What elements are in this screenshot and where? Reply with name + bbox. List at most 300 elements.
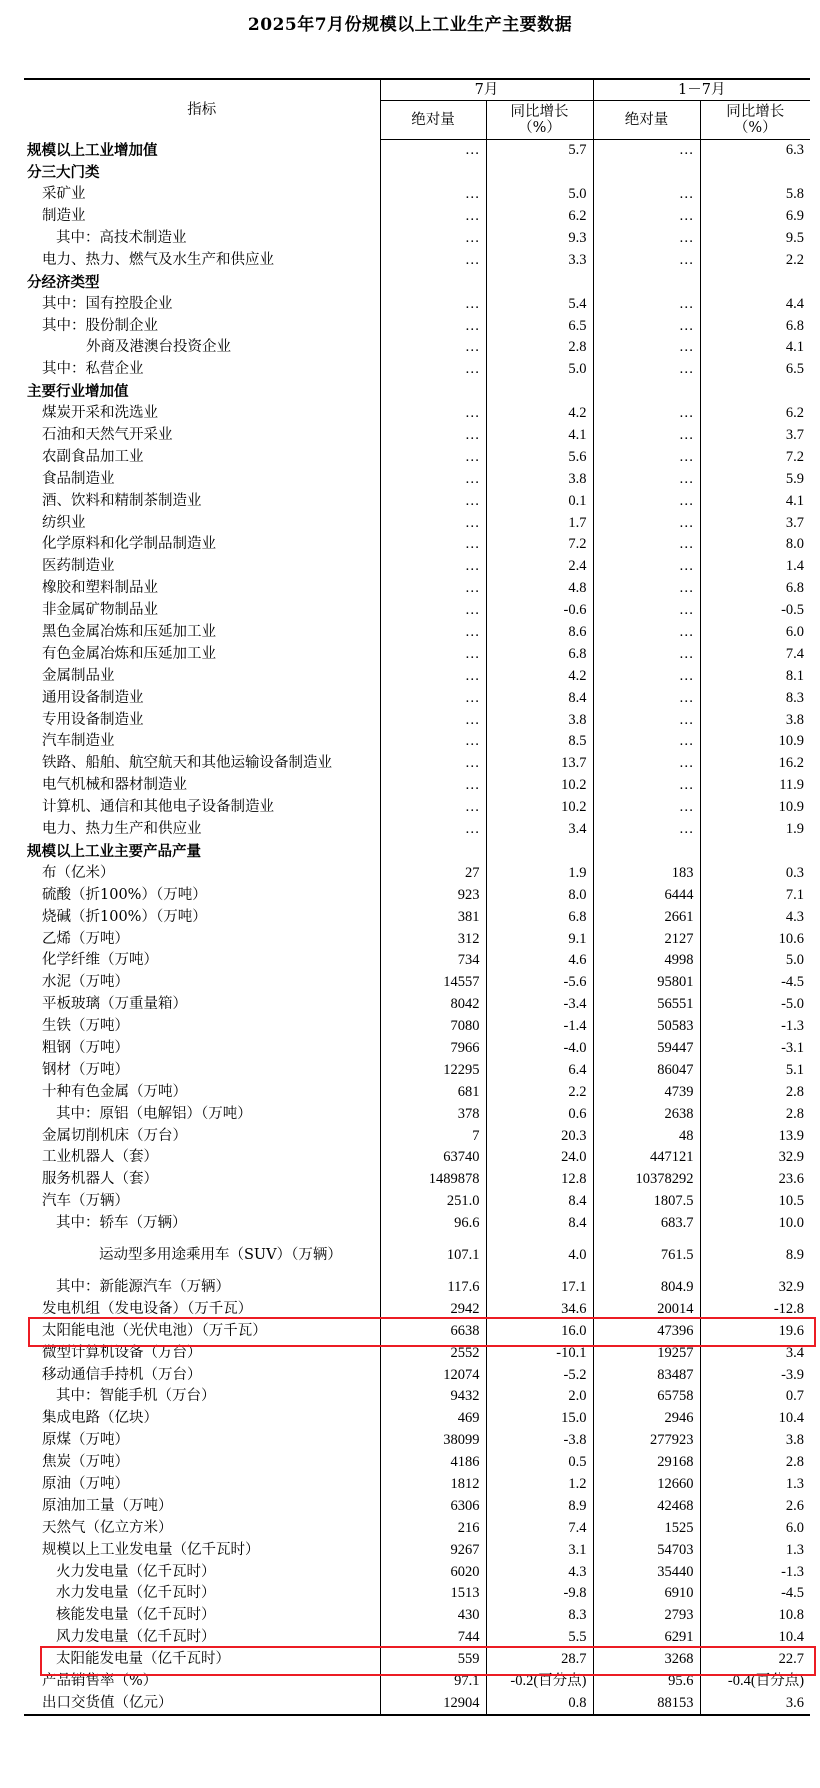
value-month-yoy: -0.6 bbox=[486, 600, 593, 622]
value-cumulative-yoy bbox=[700, 381, 810, 403]
value-month-yoy: 6.8 bbox=[486, 643, 593, 665]
value-month-yoy: 8.4 bbox=[486, 687, 593, 709]
value-month-yoy: 8.5 bbox=[486, 731, 593, 753]
value-cumulative-absolute: 3268 bbox=[593, 1649, 700, 1671]
value-cumulative-absolute: 47396 bbox=[593, 1320, 700, 1342]
value-month-absolute: 734 bbox=[380, 950, 486, 972]
table-row bbox=[24, 578, 810, 600]
value-month-absolute: 923 bbox=[380, 884, 486, 906]
row-label: 铁路、船舶、航空航天和其他运输设备制造业 bbox=[42, 755, 332, 772]
value-month-yoy: 4.6 bbox=[486, 950, 593, 972]
row-label: 有色金属冶炼和压延加工业 bbox=[42, 645, 216, 662]
table-row bbox=[24, 1627, 810, 1649]
value-month-yoy bbox=[486, 162, 593, 184]
table-row bbox=[24, 1495, 810, 1517]
value-cumulative-absolute: … bbox=[593, 600, 700, 622]
value-month-absolute: … bbox=[380, 337, 486, 359]
value-cumulative-yoy: 6.8 bbox=[700, 578, 810, 600]
table-row bbox=[24, 1605, 810, 1627]
table-row bbox=[24, 1320, 810, 1342]
value-cumulative-absolute: … bbox=[593, 643, 700, 665]
table-row bbox=[24, 841, 810, 863]
value-month-absolute: … bbox=[380, 184, 486, 206]
value-month-yoy: 1.2 bbox=[486, 1474, 593, 1496]
table-row bbox=[24, 293, 810, 315]
value-month-absolute: 14557 bbox=[380, 972, 486, 994]
value-cumulative-absolute: … bbox=[593, 490, 700, 512]
value-month-absolute: 6020 bbox=[380, 1561, 486, 1583]
table-row bbox=[24, 1191, 810, 1213]
value-month-absolute: … bbox=[380, 731, 486, 753]
row-label: 采矿业 bbox=[42, 186, 86, 203]
value-month-absolute: 1489878 bbox=[380, 1169, 486, 1191]
row-label: 规模以上工业发电量（亿千瓦时） bbox=[42, 1541, 260, 1558]
value-month-yoy bbox=[486, 381, 593, 403]
table-row bbox=[24, 994, 810, 1016]
value-cumulative-yoy bbox=[700, 271, 810, 293]
value-month-absolute: 12904 bbox=[380, 1692, 486, 1715]
table-row bbox=[24, 228, 810, 250]
row-label: 汽车制造业 bbox=[42, 733, 115, 750]
value-month-absolute: … bbox=[380, 425, 486, 447]
row-label: 橡胶和塑料制品业 bbox=[42, 580, 158, 597]
value-cumulative-absolute: 29168 bbox=[593, 1452, 700, 1474]
value-cumulative-yoy: 6.9 bbox=[700, 206, 810, 228]
value-cumulative-absolute bbox=[593, 381, 700, 403]
value-month-yoy: 2.8 bbox=[486, 337, 593, 359]
value-cumulative-absolute: 20014 bbox=[593, 1298, 700, 1320]
row-label: 布（亿米） bbox=[42, 864, 115, 881]
value-cumulative-yoy: 10.0 bbox=[700, 1213, 810, 1235]
value-month-absolute: … bbox=[380, 446, 486, 468]
value-month-yoy: 5.4 bbox=[486, 293, 593, 315]
value-month-yoy: 3.1 bbox=[486, 1539, 593, 1561]
row-label: 发电机组（发电设备）（万千瓦） bbox=[42, 1300, 253, 1317]
value-cumulative-yoy: 6.0 bbox=[700, 622, 810, 644]
header-group-cumulative: 1－7月 bbox=[593, 79, 810, 101]
value-month-absolute: 7966 bbox=[380, 1038, 486, 1060]
value-month-absolute: 63740 bbox=[380, 1147, 486, 1169]
value-month-absolute: … bbox=[380, 709, 486, 731]
value-month-yoy: 5.0 bbox=[486, 184, 593, 206]
table-row bbox=[24, 1169, 810, 1191]
value-cumulative-yoy: 10.9 bbox=[700, 731, 810, 753]
value-cumulative-yoy: 3.7 bbox=[700, 425, 810, 447]
value-cumulative-yoy: 0.7 bbox=[700, 1386, 810, 1408]
table-row bbox=[24, 446, 810, 468]
value-cumulative-yoy: 7.4 bbox=[700, 643, 810, 665]
row-label: 金属切削机床（万台） bbox=[42, 1127, 187, 1144]
value-cumulative-yoy: 5.8 bbox=[700, 184, 810, 206]
value-month-absolute: 7080 bbox=[380, 1016, 486, 1038]
value-month-absolute bbox=[380, 162, 486, 184]
value-cumulative-yoy: 2.8 bbox=[700, 1452, 810, 1474]
value-cumulative-yoy: 10.4 bbox=[700, 1627, 810, 1649]
value-cumulative-yoy: -4.5 bbox=[700, 1583, 810, 1605]
value-cumulative-absolute: 1807.5 bbox=[593, 1191, 700, 1213]
value-cumulative-absolute: … bbox=[593, 425, 700, 447]
value-month-absolute: 107.1 bbox=[380, 1235, 486, 1277]
row-label: 分三大门类 bbox=[27, 164, 100, 182]
row-label: 其中：国有控股企业 bbox=[42, 295, 173, 312]
table-row bbox=[24, 643, 810, 665]
value-cumulative-yoy: -3.9 bbox=[700, 1364, 810, 1386]
value-month-yoy: 15.0 bbox=[486, 1408, 593, 1430]
value-month-yoy: 0.5 bbox=[486, 1452, 593, 1474]
table-row bbox=[24, 1038, 810, 1060]
value-cumulative-yoy bbox=[700, 841, 810, 863]
value-month-absolute: 378 bbox=[380, 1103, 486, 1125]
table-row bbox=[24, 337, 810, 359]
value-month-yoy: 8.3 bbox=[486, 1605, 593, 1627]
value-cumulative-absolute: … bbox=[593, 359, 700, 381]
table-row bbox=[24, 950, 810, 972]
value-month-absolute: … bbox=[380, 249, 486, 271]
row-label: 其中：私营企业 bbox=[42, 361, 144, 378]
row-label: 焦炭（万吨） bbox=[42, 1454, 129, 1471]
value-cumulative-absolute: 761.5 bbox=[593, 1235, 700, 1277]
value-month-yoy: 4.8 bbox=[486, 578, 593, 600]
table-row bbox=[24, 1125, 810, 1147]
value-month-absolute: 2552 bbox=[380, 1342, 486, 1364]
row-label: 分经济类型 bbox=[27, 273, 100, 291]
value-month-yoy: 0.1 bbox=[486, 490, 593, 512]
value-month-absolute: 744 bbox=[380, 1627, 486, 1649]
table-row bbox=[24, 381, 810, 403]
value-month-yoy: 7.4 bbox=[486, 1517, 593, 1539]
row-label: 粗钢（万吨） bbox=[42, 1039, 129, 1056]
row-label: 工业机器人（套） bbox=[42, 1149, 158, 1166]
row-label: 煤炭开采和洗选业 bbox=[42, 405, 158, 422]
table-row bbox=[24, 1235, 810, 1277]
value-cumulative-absolute: 48 bbox=[593, 1125, 700, 1147]
table-row bbox=[24, 600, 810, 622]
value-month-absolute: … bbox=[380, 315, 486, 337]
value-cumulative-absolute: … bbox=[593, 687, 700, 709]
value-month-yoy bbox=[486, 841, 593, 863]
value-cumulative-absolute: 95801 bbox=[593, 972, 700, 994]
value-month-yoy: 6.2 bbox=[486, 206, 593, 228]
value-month-absolute: 216 bbox=[380, 1517, 486, 1539]
value-cumulative-yoy: -12.8 bbox=[700, 1298, 810, 1320]
table-row bbox=[24, 249, 810, 271]
row-label: 规模以上工业主要产品产量 bbox=[27, 842, 201, 860]
table-row bbox=[24, 162, 810, 184]
table-row bbox=[24, 753, 810, 775]
row-label: 非金属矿物制品业 bbox=[42, 602, 158, 619]
value-month-absolute: 9432 bbox=[380, 1386, 486, 1408]
value-month-absolute: 6306 bbox=[380, 1495, 486, 1517]
value-month-yoy: 8.9 bbox=[486, 1495, 593, 1517]
row-label: 原煤（万吨） bbox=[42, 1432, 129, 1449]
row-label: 原油加工量（万吨） bbox=[42, 1497, 173, 1514]
table-row bbox=[24, 709, 810, 731]
value-month-absolute: 1812 bbox=[380, 1474, 486, 1496]
table-row bbox=[24, 403, 810, 425]
value-month-yoy: 8.4 bbox=[486, 1191, 593, 1213]
row-label: 核能发电量（亿千瓦时） bbox=[56, 1607, 216, 1624]
value-cumulative-absolute bbox=[593, 162, 700, 184]
table-row bbox=[24, 271, 810, 293]
value-month-yoy: 16.0 bbox=[486, 1320, 593, 1342]
value-cumulative-absolute: … bbox=[593, 446, 700, 468]
value-cumulative-absolute: … bbox=[593, 753, 700, 775]
value-cumulative-yoy: 10.6 bbox=[700, 928, 810, 950]
value-month-yoy: 1.9 bbox=[486, 862, 593, 884]
value-month-yoy: 4.2 bbox=[486, 403, 593, 425]
value-month-absolute: … bbox=[380, 512, 486, 534]
value-cumulative-yoy: 4.1 bbox=[700, 490, 810, 512]
row-label: 电力、热力生产和供应业 bbox=[42, 821, 202, 838]
table-row bbox=[24, 1213, 810, 1235]
row-label: 水泥（万吨） bbox=[42, 974, 129, 991]
value-month-absolute: … bbox=[380, 490, 486, 512]
value-month-yoy: 4.3 bbox=[486, 1561, 593, 1583]
row-label: 集成电路（亿块） bbox=[42, 1410, 158, 1427]
value-month-yoy: 0.6 bbox=[486, 1103, 593, 1125]
row-label: 水力发电量（亿千瓦时） bbox=[56, 1585, 216, 1602]
value-cumulative-absolute: 447121 bbox=[593, 1147, 700, 1169]
table-row bbox=[24, 1452, 810, 1474]
header-yoy-line1: 同比增长 bbox=[726, 104, 785, 120]
value-month-yoy: 7.2 bbox=[486, 534, 593, 556]
value-month-yoy: -4.0 bbox=[486, 1038, 593, 1060]
value-month-yoy: 3.8 bbox=[486, 468, 593, 490]
table-row bbox=[24, 1539, 810, 1561]
value-month-yoy: 9.1 bbox=[486, 928, 593, 950]
value-month-yoy: 4.2 bbox=[486, 665, 593, 687]
value-month-absolute: 430 bbox=[380, 1605, 486, 1627]
row-label: 乙烯（万吨） bbox=[42, 930, 129, 947]
value-cumulative-yoy: 32.9 bbox=[700, 1277, 810, 1299]
value-cumulative-absolute: 12660 bbox=[593, 1474, 700, 1496]
value-cumulative-yoy: 3.8 bbox=[700, 709, 810, 731]
value-month-yoy: -10.1 bbox=[486, 1342, 593, 1364]
value-month-yoy: 1.7 bbox=[486, 512, 593, 534]
value-month-yoy: 6.8 bbox=[486, 906, 593, 928]
value-month-absolute bbox=[380, 841, 486, 863]
row-label: 酒、饮料和精制茶制造业 bbox=[42, 492, 202, 509]
row-label: 化学纤维（万吨） bbox=[42, 952, 158, 969]
value-month-yoy: 6.4 bbox=[486, 1059, 593, 1081]
value-month-yoy: 3.8 bbox=[486, 709, 593, 731]
row-label: 纺织业 bbox=[42, 514, 86, 531]
value-month-yoy: 2.2 bbox=[486, 1081, 593, 1103]
value-cumulative-absolute: 86047 bbox=[593, 1059, 700, 1081]
value-cumulative-absolute: 95.6 bbox=[593, 1671, 700, 1693]
table-row bbox=[24, 797, 810, 819]
value-month-absolute: 251.0 bbox=[380, 1191, 486, 1213]
value-cumulative-absolute: 19257 bbox=[593, 1342, 700, 1364]
row-label: 运动型多用途乘用车（SUV）（万辆） bbox=[99, 1247, 342, 1264]
value-month-yoy: 6.5 bbox=[486, 315, 593, 337]
value-month-yoy: 34.6 bbox=[486, 1298, 593, 1320]
value-cumulative-yoy: 2.8 bbox=[700, 1103, 810, 1125]
value-cumulative-absolute: … bbox=[593, 228, 700, 250]
value-month-yoy: 12.8 bbox=[486, 1169, 593, 1191]
table-row bbox=[24, 1298, 810, 1320]
value-month-absolute: … bbox=[380, 556, 486, 578]
value-cumulative-absolute: 6910 bbox=[593, 1583, 700, 1605]
value-cumulative-yoy: 5.9 bbox=[700, 468, 810, 490]
value-cumulative-yoy: -0.4(百分点) bbox=[700, 1671, 810, 1693]
header-yoy-month bbox=[486, 101, 593, 140]
value-cumulative-yoy: 0.3 bbox=[700, 862, 810, 884]
value-cumulative-absolute: 804.9 bbox=[593, 1277, 700, 1299]
value-cumulative-absolute: 2793 bbox=[593, 1605, 700, 1627]
value-cumulative-yoy: 10.4 bbox=[700, 1408, 810, 1430]
row-label: 移动通信手持机（万台） bbox=[42, 1366, 202, 1383]
value-month-yoy: 3.4 bbox=[486, 819, 593, 841]
table-row bbox=[24, 1561, 810, 1583]
value-cumulative-yoy: 2.6 bbox=[700, 1495, 810, 1517]
value-cumulative-yoy: 4.3 bbox=[700, 906, 810, 928]
value-cumulative-yoy: 8.9 bbox=[700, 1235, 810, 1277]
value-month-absolute: … bbox=[380, 622, 486, 644]
row-label: 电气机械和器材制造业 bbox=[42, 777, 187, 794]
row-label: 出口交货值（亿元） bbox=[24, 1692, 380, 1715]
row-label: 平板玻璃（万重量箱） bbox=[42, 996, 187, 1013]
value-month-absolute: … bbox=[380, 775, 486, 797]
table-row bbox=[24, 906, 810, 928]
industrial-data-table bbox=[24, 78, 810, 1716]
value-cumulative-yoy: 5.1 bbox=[700, 1059, 810, 1081]
value-cumulative-yoy: 3.7 bbox=[700, 512, 810, 534]
value-cumulative-yoy: 2.8 bbox=[700, 1081, 810, 1103]
table-row bbox=[24, 1364, 810, 1386]
value-cumulative-absolute: … bbox=[593, 512, 700, 534]
value-month-absolute bbox=[380, 271, 486, 293]
value-cumulative-absolute: 1525 bbox=[593, 1517, 700, 1539]
value-cumulative-absolute: … bbox=[593, 797, 700, 819]
value-cumulative-yoy: 1.9 bbox=[700, 819, 810, 841]
value-cumulative-absolute: 50583 bbox=[593, 1016, 700, 1038]
row-label: 天然气（亿立方米） bbox=[42, 1519, 173, 1536]
row-label: 黑色金属冶炼和压延加工业 bbox=[42, 624, 216, 641]
value-month-absolute: … bbox=[380, 665, 486, 687]
value-cumulative-yoy: 10.5 bbox=[700, 1191, 810, 1213]
value-cumulative-yoy: -4.5 bbox=[700, 972, 810, 994]
table-row bbox=[24, 775, 810, 797]
value-cumulative-absolute: … bbox=[593, 403, 700, 425]
value-month-absolute: … bbox=[380, 403, 486, 425]
value-cumulative-absolute: 4739 bbox=[593, 1081, 700, 1103]
row-label: 专用设备制造业 bbox=[42, 711, 144, 728]
table-row bbox=[24, 665, 810, 687]
value-cumulative-yoy: 6.2 bbox=[700, 403, 810, 425]
table-row bbox=[24, 1430, 810, 1452]
row-label: 风力发电量（亿千瓦时） bbox=[56, 1629, 216, 1646]
table-row bbox=[24, 972, 810, 994]
table-row bbox=[24, 1386, 810, 1408]
row-label: 通用设备制造业 bbox=[42, 689, 144, 706]
value-month-absolute: 117.6 bbox=[380, 1277, 486, 1299]
table-row bbox=[24, 315, 810, 337]
row-label: 太阳能发电量（亿千瓦时） bbox=[56, 1651, 230, 1668]
row-label: 火力发电量（亿千瓦时） bbox=[56, 1563, 216, 1580]
value-month-yoy: 5.0 bbox=[486, 359, 593, 381]
value-cumulative-absolute: 277923 bbox=[593, 1430, 700, 1452]
value-cumulative-absolute: … bbox=[593, 206, 700, 228]
table-row bbox=[24, 1342, 810, 1364]
table-row bbox=[24, 731, 810, 753]
value-cumulative-yoy: 2.2 bbox=[700, 249, 810, 271]
value-cumulative-absolute: 6291 bbox=[593, 1627, 700, 1649]
table-row bbox=[24, 1059, 810, 1081]
value-cumulative-yoy: 23.6 bbox=[700, 1169, 810, 1191]
value-cumulative-yoy: 22.7 bbox=[700, 1649, 810, 1671]
value-cumulative-yoy: 4.1 bbox=[700, 337, 810, 359]
value-cumulative-yoy: 8.3 bbox=[700, 687, 810, 709]
value-cumulative-absolute: 183 bbox=[593, 862, 700, 884]
value-month-absolute: … bbox=[380, 228, 486, 250]
row-label: 电力、热力、燃气及水生产和供应业 bbox=[42, 251, 274, 268]
value-cumulative-yoy: -1.3 bbox=[700, 1016, 810, 1038]
value-month-yoy: 20.3 bbox=[486, 1125, 593, 1147]
value-cumulative-absolute: … bbox=[593, 622, 700, 644]
value-month-absolute: 12295 bbox=[380, 1059, 486, 1081]
table-row bbox=[24, 622, 810, 644]
table-row bbox=[24, 928, 810, 950]
table-row bbox=[24, 1583, 810, 1605]
row-label: 其中：股份制企业 bbox=[42, 317, 158, 334]
value-month-yoy: 4.0 bbox=[486, 1235, 593, 1277]
value-cumulative-absolute: 88153 bbox=[593, 1692, 700, 1715]
value-cumulative-yoy: 1.3 bbox=[700, 1539, 810, 1561]
value-month-absolute: … bbox=[380, 819, 486, 841]
value-month-yoy: 5.5 bbox=[486, 1627, 593, 1649]
table-row bbox=[24, 1277, 810, 1299]
table-row bbox=[24, 206, 810, 228]
value-month-yoy: 5.7 bbox=[486, 140, 593, 162]
value-cumulative-absolute: … bbox=[593, 709, 700, 731]
value-month-yoy bbox=[486, 271, 593, 293]
value-month-yoy: 2.4 bbox=[486, 556, 593, 578]
value-month-absolute: 381 bbox=[380, 906, 486, 928]
table-row bbox=[24, 1517, 810, 1539]
value-month-yoy: -0.2(百分点) bbox=[486, 1671, 593, 1693]
value-cumulative-absolute: 35440 bbox=[593, 1561, 700, 1583]
value-month-yoy: -3.4 bbox=[486, 994, 593, 1016]
header-yoy-cumulative bbox=[700, 101, 810, 140]
row-label: 石油和天然气开采业 bbox=[42, 427, 173, 444]
value-cumulative-yoy: 7.2 bbox=[700, 446, 810, 468]
value-cumulative-yoy: 6.5 bbox=[700, 359, 810, 381]
row-label: 生铁（万吨） bbox=[42, 1018, 129, 1035]
value-cumulative-absolute: 683.7 bbox=[593, 1213, 700, 1235]
table-row bbox=[24, 512, 810, 534]
value-cumulative-yoy: 3.4 bbox=[700, 1342, 810, 1364]
table-body bbox=[24, 140, 810, 1716]
value-cumulative-yoy: 11.9 bbox=[700, 775, 810, 797]
value-cumulative-yoy bbox=[700, 162, 810, 184]
header-yoy-line2: （%） bbox=[518, 120, 561, 136]
value-cumulative-absolute: 65758 bbox=[593, 1386, 700, 1408]
value-cumulative-yoy: -0.5 bbox=[700, 600, 810, 622]
value-cumulative-yoy: 16.2 bbox=[700, 753, 810, 775]
table-row bbox=[24, 1671, 810, 1693]
value-cumulative-absolute: … bbox=[593, 337, 700, 359]
value-cumulative-absolute: … bbox=[593, 315, 700, 337]
value-month-absolute: 312 bbox=[380, 928, 486, 950]
value-month-yoy: 4.1 bbox=[486, 425, 593, 447]
row-label: 规模以上工业增加值 bbox=[27, 142, 158, 160]
row-label: 其中：智能手机（万台） bbox=[56, 1388, 216, 1405]
table-row bbox=[24, 556, 810, 578]
value-cumulative-yoy: 6.8 bbox=[700, 315, 810, 337]
value-cumulative-yoy: -3.1 bbox=[700, 1038, 810, 1060]
value-month-absolute: … bbox=[380, 359, 486, 381]
